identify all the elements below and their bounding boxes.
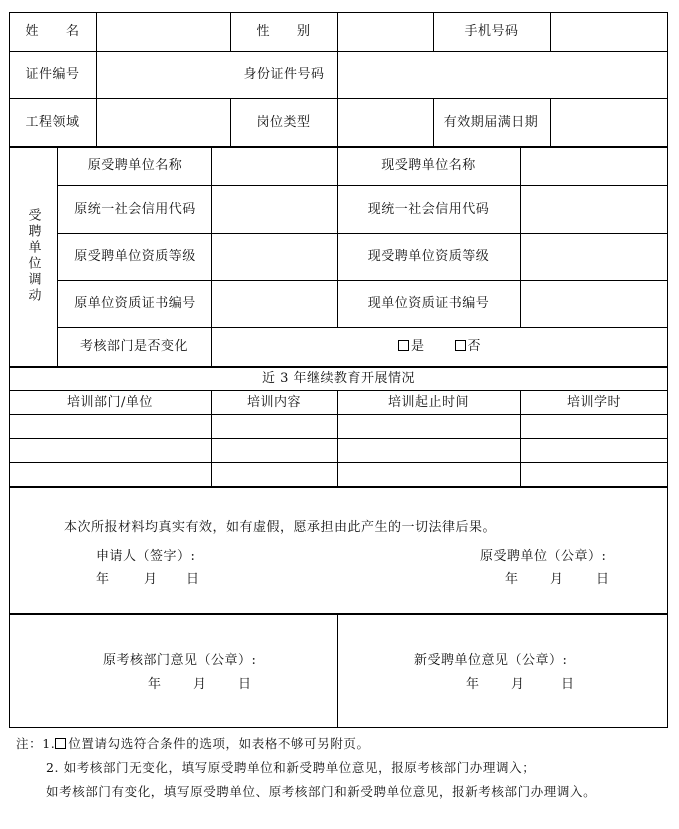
note-line-1 (16, 735, 370, 753)
applicant-date-year: 年 (96, 572, 110, 587)
note-prefix: 注：1. (16, 736, 56, 751)
curr-qual-grade-label: 现受聘单位资质等级 (367, 249, 490, 264)
checkbox-no[interactable] (455, 340, 466, 351)
rule (9, 462, 668, 463)
name-label: 姓 名 (25, 24, 80, 39)
phone-label: 手机号码 (464, 24, 519, 39)
applicant-label: 申请人（签字）: (96, 549, 196, 564)
rule (9, 98, 668, 99)
opinion1-date-day: 日 (238, 677, 252, 692)
rule (433, 98, 434, 146)
id-no-label: 身份证件号码 (243, 67, 325, 82)
opinion2-date-year: 年 (466, 677, 480, 692)
new-unit-opinion-label: 新受聘单位意见（公章）: (414, 653, 568, 668)
declaration-statement: 本次所报材料均真实有效，如有虚假，愿承担由此产生的一切法律后果。 (64, 520, 497, 535)
checkbox-yes[interactable] (398, 340, 409, 351)
opinion1-date-year: 年 (148, 677, 162, 692)
rule (9, 51, 668, 52)
rule (337, 12, 338, 146)
note-line-1-text: 位置请勾选符合条件的选项，如表格不够可另附页。 (68, 736, 370, 751)
edu-header-period: 培训起止时间 (387, 394, 469, 410)
orig-unit-name-label: 原受聘单位名称 (87, 158, 183, 173)
rule (9, 613, 668, 615)
orig-qual-cert-label: 原单位资质证书编号 (74, 296, 196, 311)
dept-change-label: 考核部门是否变化 (79, 339, 188, 354)
rule (96, 12, 97, 146)
orig-credit-code-label: 原统一社会信用代码 (74, 201, 196, 217)
post-type-label: 岗位类型 (256, 114, 311, 130)
opinion2-date-month: 月 (511, 677, 525, 692)
rule (9, 438, 668, 439)
dept-change-no[interactable]: 否 (455, 336, 482, 357)
edu-header-content: 培训内容 (246, 394, 301, 410)
orig-qual-grade-label: 原受聘单位资质等级 (74, 249, 196, 264)
orig-unit-seal-label: 原受聘单位（公章）: (480, 549, 607, 564)
applicant-date-day: 日 (186, 572, 200, 587)
expiry-label: 有效期届满日期 (443, 114, 539, 130)
applicant-date-month: 月 (144, 572, 158, 587)
transfer-section-label: 受聘单位调动 (25, 208, 41, 304)
curr-credit-code-label: 现统一社会信用代码 (367, 201, 490, 217)
opinion1-date-month: 月 (193, 677, 207, 692)
curr-unit-name-label: 现受聘单位名称 (381, 158, 476, 173)
note-line-3: 如考核部门有变化，填写原受聘单位、原考核部门和新受聘单位意见，报新考核部门办理调入。 (46, 784, 597, 799)
opinion2-date-day: 日 (561, 677, 575, 692)
rule (550, 98, 551, 146)
rule (9, 486, 668, 488)
rule (550, 12, 551, 51)
edu-header-hours: 培训学时 (566, 394, 621, 410)
unit-date-day: 日 (596, 572, 610, 587)
edu-header-dept: 培训部门/单位 (67, 394, 153, 410)
dept-change-yes[interactable]: 是 (398, 336, 425, 357)
unit-date-month: 月 (550, 572, 564, 587)
rule (520, 146, 521, 327)
field-label: 工程领域 (25, 114, 80, 130)
rule (337, 613, 338, 728)
education-title: 近 3 年继续教育开展情况 (261, 370, 416, 386)
note-line-2: 2. 如考核部门无变化，填写原受聘单位和新受聘单位意见，报原考核部门办理调入； (46, 760, 536, 775)
unit-date-year: 年 (505, 572, 519, 587)
curr-qual-cert-label: 现单位资质证书编号 (367, 296, 490, 311)
cert-no-label: 证件编号 (25, 67, 80, 82)
orig-dept-opinion-label: 原考核部门意见（公章）: (103, 653, 257, 668)
gender-label: 性 别 (256, 24, 311, 39)
checkbox-icon (55, 738, 66, 749)
rule (9, 414, 668, 415)
